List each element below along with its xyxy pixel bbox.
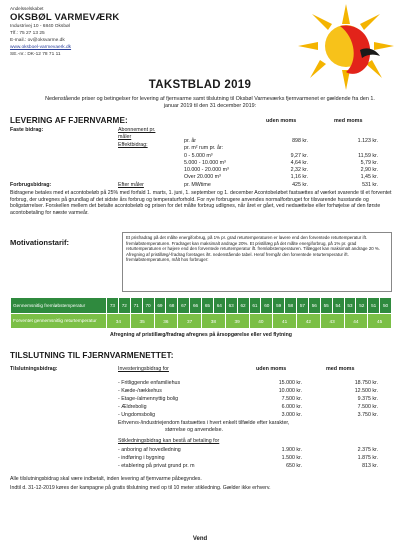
- table-cell: 43: [320, 314, 344, 329]
- section-heading-tilslutning: TILSLUTNING TIL FJERNVARMENETTET:: [10, 351, 174, 360]
- maaler-label: måler: [118, 134, 132, 140]
- invest-uden-value: 6.000 kr.: [281, 404, 302, 410]
- table-cell: 57: [297, 298, 309, 314]
- pr-aar-label: pr. år: [184, 138, 197, 144]
- invest-item-name: - Kæde-/rækkehus: [118, 388, 162, 394]
- temperature-table-caption: Afregning af pristillæg/fradrag afregnes på årsopgørelse eller ved flytning: [110, 332, 292, 338]
- company-se-number: SE.-nr.: DK-12 78 71 11: [10, 52, 61, 57]
- invest-uden-value: 15.000 kr.: [278, 380, 302, 386]
- invest-item-name: - Fritliggende enfamiliehus: [118, 380, 181, 386]
- effekt-range: 0 - 5.000 m³: [184, 153, 213, 159]
- table-cell: 66: [190, 298, 202, 314]
- tilslutning-note: Alle tilslutningsbidrag skal være indbetalt, inden levering af fjernvarme påbegyndes.: [10, 476, 202, 482]
- invest-item-name: - Ungdomsbolig: [118, 412, 156, 418]
- table-row-return-temp: [11, 314, 392, 329]
- erhverv-note: Erhvervs-/industriejendom fastsættes i hvert enkelt tilfælde efter karakter,: [118, 420, 290, 426]
- table-cell: 64: [213, 298, 225, 314]
- table-cell: 51: [368, 298, 380, 314]
- stik-uden-value: 1.500 kr.: [281, 455, 302, 461]
- table-cell: 69: [154, 298, 166, 314]
- stik-item-name: - anboring af hovedledning: [118, 447, 181, 453]
- forbrug-uden-value: 425 kr.: [292, 182, 308, 188]
- table-cell: 70: [142, 298, 154, 314]
- invest-item-name: - Ældrebolig: [118, 404, 147, 410]
- table-cell: 65: [202, 298, 214, 314]
- kampagne-note: Indtil d. 31-12-2019 køres der kampagne på gratis tilslutning med op til 10 meter stikledning. Gælder ikke erhverv.: [10, 485, 271, 491]
- table-cell: 68: [166, 298, 178, 314]
- table-cell: 60: [261, 298, 273, 314]
- invest-med-value: 7.500 kr.: [357, 404, 378, 410]
- tilslutningsbidrag-label: Tilslutningsbidrag:: [10, 366, 58, 372]
- table-row-flow-temp: [11, 298, 392, 314]
- table-cell: 73: [107, 298, 119, 314]
- table-cell: 39: [225, 314, 249, 329]
- pr-m2-label: pr. m² rum pr. år:: [184, 145, 224, 151]
- invest-uden-value: 7.500 kr.: [281, 396, 302, 402]
- company-type: Andelsselskabet: [10, 6, 44, 11]
- abonnement-uden-value: 898 kr.: [292, 138, 308, 144]
- return-temp-label: Forventet gennemsnitlig returtemperatur: [11, 314, 107, 329]
- invest-item-name: - Etage-/almennyttig bolig: [118, 396, 179, 402]
- invest-med-value: 9.375 kr.: [357, 396, 378, 402]
- abonnement-label: Abonnement pr.: [118, 127, 156, 133]
- effekt-med-value: 11,59 kr.: [358, 153, 378, 159]
- stikledningsbidrag-heading: Stikledningsbidrag kan bestå af betaling for: [118, 438, 220, 444]
- effekt-med-value: 5,79 kr.: [360, 160, 378, 166]
- forbrugsbidrag-label: Forbrugsbidrag:: [10, 182, 52, 188]
- abonnement-med-value: 1.123 kr.: [357, 138, 378, 144]
- stik-med-value: 2.375 kr.: [357, 447, 378, 453]
- intro-text: Nedenstående priser og betingelser for levering af fjernvarme samt tilslutning til Oksbøl Varmeværks fjernvarmenet er gældende fra den 1. januar 2019 til den 31 december 2019:: [45, 96, 375, 110]
- company-phone: Tlf.: 75 27 13 25: [10, 31, 45, 36]
- invest-uden-value: 10.000 kr.: [278, 388, 302, 394]
- investeringsbidrag-heading: Investeringsbidrag for: [118, 366, 169, 372]
- invest-med-value: 12.500 kr.: [354, 388, 378, 394]
- efter-maaler-label: Efter måler: [118, 182, 144, 188]
- table-cell: 67: [178, 298, 190, 314]
- table-cell: 72: [118, 298, 130, 314]
- section-heading-levering: LEVERING AF FJERNVARME:: [10, 116, 128, 125]
- table-cell: 58: [285, 298, 297, 314]
- table-cell: 62: [237, 298, 249, 314]
- effekt-range: 5.000 - 10.000 m³: [184, 160, 226, 166]
- effekt-range: 10.000 - 20.000 m³: [184, 167, 229, 173]
- table-cell: 54: [332, 298, 344, 314]
- effekt-uden-value: 1,16 kr.: [290, 174, 308, 180]
- column-header-med-moms: med moms: [334, 118, 363, 124]
- stik-item-name: - etablering på privat grund pr. m: [118, 463, 195, 469]
- column-header-uden-moms: uden moms: [256, 366, 287, 372]
- table-cell: 61: [249, 298, 261, 314]
- column-header-med-moms: med moms: [326, 366, 355, 372]
- stik-uden-value: 650 kr.: [286, 463, 302, 469]
- motivationstarif-box: Et prisfradrag på det målte energiforbrug, på 1% pr. grad returtemperaturen er lavere end den forventede returtemperatur ift. fremløbstemperaturen. Fradraget kan maksimalt andrage 20%. Et pristillæg på det målte energiforbrug, på 1% pr. grad returtemperaturen er højere end den forventede returtemperatur ift. fremløbstemperaturen. Tillægget kan maksimalt andrage 20 %. Afregning af pristillæg/-fradrag foretages iht. nedenstående tabel. Heraf fremgår den forventede returtemperatur ift. fremløbstemperaturen, målt hos forbruger:: [122, 232, 392, 292]
- levering-paragraph: Bidragene betales med et acontobeløb på 25% med forfald 1. marts, 1. juni, 1. september og 1. december Acontobeløbet fastsættes af værket svarende til et forventet forbrug, der udregnes på grundlag af det sidste års forbrug og temperaturforhold. For nye forbrugere anvendes normalforbruget for tilsvarende husstande og boligstørrelser. Forskellen mellem det betalte acontobeløb og prisen for det målte forbrug udlignes, når året er gået, ved nedsættelse eller forhøjelse af den første acontobetaling for næste varmeår.: [10, 190, 392, 216]
- page-title: TAKSTBLAD 2019: [148, 79, 252, 91]
- table-cell: 55: [320, 298, 332, 314]
- erhverv-note-cont: størrelse og anvendelse.: [165, 427, 224, 433]
- faste-bidrag-label: Faste bidrag:: [10, 127, 44, 133]
- flow-temp-label: Gennemsnitlig fremløbstemperatur: [11, 298, 107, 314]
- effekt-range: Over 20.000 m³: [184, 174, 221, 180]
- table-cell: 44: [344, 314, 368, 329]
- table-cell: 71: [130, 298, 142, 314]
- stik-med-value: 1.875 kr.: [357, 455, 378, 461]
- table-cell: 50: [380, 298, 392, 314]
- stik-med-value: 813 kr.: [362, 463, 378, 469]
- table-cell: 38: [202, 314, 226, 329]
- effekt-med-value: 2,90 kr.: [360, 167, 378, 173]
- table-cell: 56: [308, 298, 320, 314]
- table-cell: 40: [249, 314, 273, 329]
- table-cell: 36: [154, 314, 178, 329]
- column-header-uden-moms: uden moms: [266, 118, 297, 124]
- company-website-link[interactable]: www.oksboel-varmevaerk.dk: [10, 45, 72, 50]
- table-cell: 59: [273, 298, 285, 314]
- temperature-table: [10, 297, 392, 329]
- table-cell: 35: [130, 314, 154, 329]
- effekt-uden-value: 9,27 kr.: [290, 153, 308, 159]
- table-cell: 53: [344, 298, 356, 314]
- stik-uden-value: 1.900 kr.: [281, 447, 302, 453]
- pr-mwh-label: pr. MWtime: [184, 182, 211, 188]
- effekt-uden-value: 2,32 kr.: [290, 167, 308, 173]
- stik-item-name: - indføring i bygning: [118, 455, 165, 461]
- table-cell: 52: [356, 298, 368, 314]
- invest-med-value: 18.750 kr.: [354, 380, 378, 386]
- effekt-med-value: 1,45 kr.: [360, 174, 378, 180]
- company-name: OKSBØL VARMEVÆRK: [10, 12, 120, 23]
- company-email[interactable]: E-mail.: ov@oksvarme.dk: [10, 38, 65, 43]
- turn-page-label: Vend: [192, 536, 208, 542]
- table-cell: 63: [225, 298, 237, 314]
- table-cell: 34: [107, 314, 131, 329]
- motivationstarif-heading: Motivationstarif:: [10, 238, 70, 247]
- company-address: Industrivej 10 - 6840 Oksbøl: [10, 24, 70, 29]
- table-cell: 41: [273, 314, 297, 329]
- table-cell: 37: [178, 314, 202, 329]
- effekt-uden-value: 4,64 kr.: [290, 160, 308, 166]
- invest-med-value: 3.750 kr.: [357, 412, 378, 418]
- effektbidrag-label: Effektbidrag:: [118, 142, 148, 148]
- table-cell: 42: [297, 314, 321, 329]
- table-cell: 45: [368, 314, 392, 329]
- forbrug-med-value: 531 kr.: [362, 182, 378, 188]
- invest-uden-value: 3.000 kr.: [281, 412, 302, 418]
